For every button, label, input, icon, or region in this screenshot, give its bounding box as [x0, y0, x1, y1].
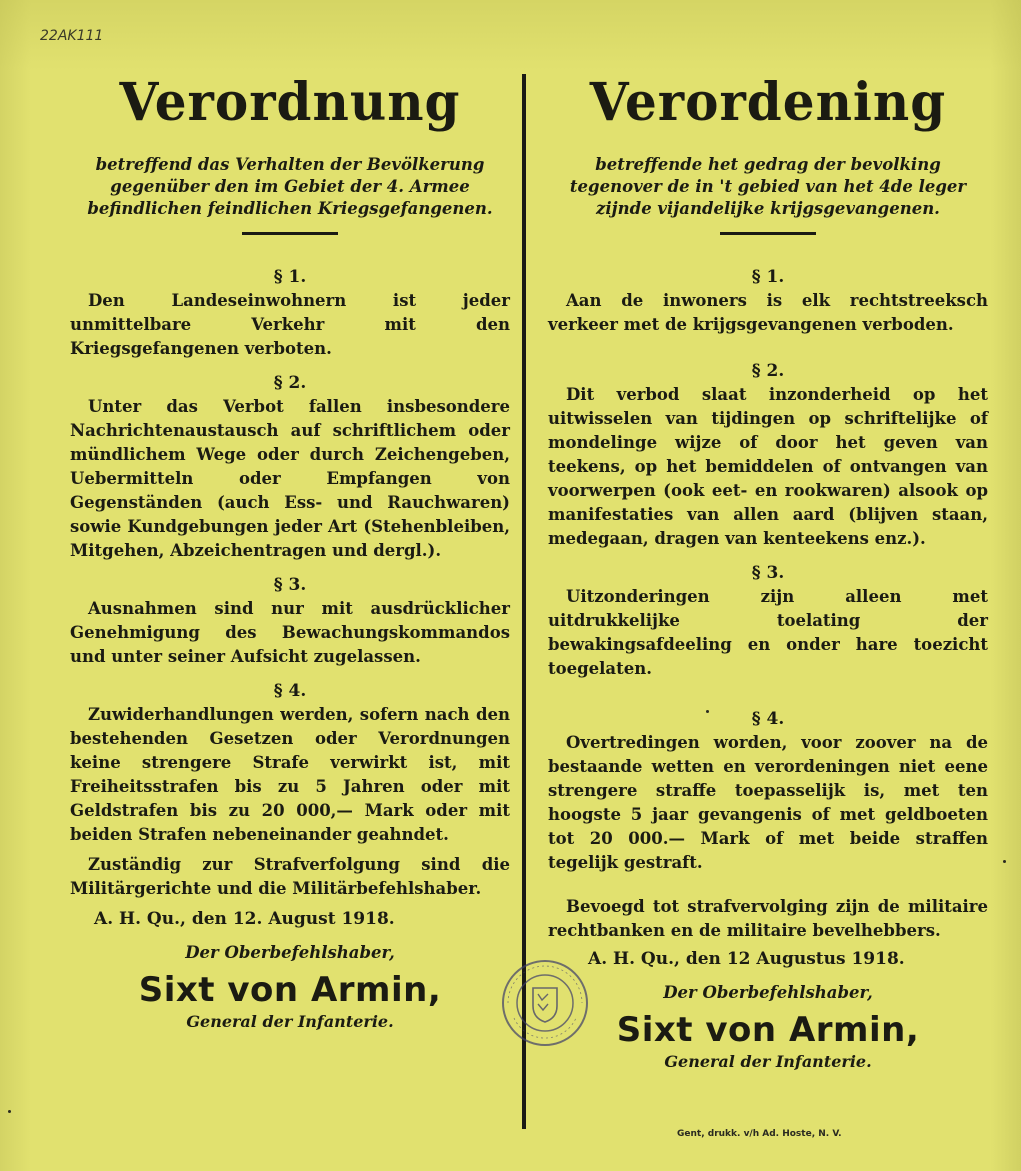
section-text: Dit verbod slaat inzonderheid op het uitwisselen van tijdingen op schriftelijke of mondelinge wijze of door het geven van teekens, op het bemiddelen of ontvangen van voorwerpen (ook eet- en rookwaren) alsook op manifestaties van allen aard (blijven staan, medegaan, dragen van kenteekens enz.). — [548, 385, 988, 548]
german-section-3 — [70, 573, 510, 669]
dutch-section-3 — [548, 561, 988, 681]
dutch-role: Der Oberbefehlshaber, — [663, 983, 873, 1002]
dutch-title-rule — [720, 232, 816, 235]
dutch-subtitle: betreffende het gedrag der bevolking tegenover de in 't gebied van het 4de leger zijnde vijandelijke krijgsgevangenen. — [569, 155, 967, 218]
section-text: Overtredingen worden, voor zoover na de bestaande wetten en verordeningen niet eene strengere straffe toepasselijk is, met ten hoogste 5 jaar gevangenis of met geldboeten tot 20 000.— Mark of met beide straffen tegelijk gestraft. — [548, 733, 988, 872]
german-date: A. H. Qu., den 12. August 1918. — [94, 909, 395, 929]
section-mark: § 4. — [273, 681, 307, 701]
section-mark: § 4. — [751, 709, 785, 729]
paper-spot — [8, 1110, 11, 1113]
section-mark: § 2. — [751, 361, 785, 381]
section-text: Unter das Verbot fallen insbesondere Nachrichtenaustausch auf schriftlichem oder mündlichem Wege oder durch Zeichengeben, Uebermitteln oder Empfangen von Gegenständen (auch Ess- und Rauchwaren) sowie Kundgebungen jeder Art (Stehenbleiben, Mitgehen, Abzeichentragen und dergl.). — [70, 397, 510, 560]
catalog-mark: 22AK111 — [40, 28, 104, 44]
german-section-4 — [70, 679, 510, 847]
german-rank: General der Infanterie. — [186, 1012, 394, 1031]
dutch-section-2 — [548, 359, 988, 551]
section-mark: § 3. — [751, 563, 785, 583]
section-mark: § 1. — [751, 267, 785, 287]
dutch-title: Verordening — [589, 70, 947, 133]
dutch-rank: General der Infanterie. — [664, 1052, 872, 1071]
section-mark: § 2. — [273, 373, 307, 393]
dutch-section-4 — [548, 707, 988, 875]
german-signer: Sixt von Armin, — [138, 970, 442, 1010]
german-jurisdiction: Zuständig zur Strafverfolgung sind die Militärgerichte und die Militärbefehlshaber. — [70, 855, 510, 898]
german-column — [70, 70, 510, 1031]
section-text: Den Landeseinwohnern ist jeder unmittelbare Verkehr mit den Kriegsgefangenen verboten. — [70, 291, 510, 358]
section-text: Zuwiderhandlungen werden, sofern nach den bestehenden Gesetzen oder Verordnungen keine strengere Strafe verwirkt ist, mit Freiheitsstrafen bis zu 5 Jahren oder mit Geldstrafen bis zu 20 000,— Mark oder mit beiden Strafen nebeneinander geahndet. — [70, 705, 510, 844]
german-title: Verordnung — [119, 70, 461, 133]
german-title-rule — [242, 232, 338, 235]
dutch-jurisdiction: Bevoegd tot strafvervolging zijn de militaire rechtbanken en de militaire bevelhebbers. — [548, 897, 988, 940]
german-section-2 — [70, 371, 510, 563]
dutch-signer: Sixt von Armin, — [616, 1010, 920, 1050]
section-mark: § 3. — [273, 575, 307, 595]
library-stamp-seal — [500, 958, 590, 1048]
german-role: Der Oberbefehlshaber, — [185, 943, 395, 962]
dutch-section-1 — [548, 265, 988, 337]
paper-spot — [1003, 860, 1006, 863]
dutch-date: A. H. Qu., den 12 Augustus 1918. — [588, 949, 905, 969]
printer-imprint: Gent, drukk. v/h Ad. Hoste, N. V. — [677, 1129, 842, 1139]
german-section-1 — [70, 265, 510, 361]
section-text: Aan de inwoners is elk rechtstreeksch verkeer met de krijgsgevangenen verboden. — [548, 291, 988, 334]
german-subtitle: betreffend das Verhalten der Bevölkerung gegenüber den im Gebiet der 4. Armee befindlichen feindlichen Kriegsgefangenen. — [87, 155, 493, 218]
dutch-column — [548, 70, 988, 1071]
paper-spot — [706, 710, 709, 713]
section-text: Ausnahmen sind nur mit ausdrücklicher Genehmigung des Bewachungskommandos und unter seiner Aufsicht zugelassen. — [70, 599, 510, 666]
section-text: Uitzonderingen zijn alleen met uitdrukkelijke toelating der bewakingsafdeeling en onder hare toezicht toegelaten. — [548, 587, 988, 678]
section-mark: § 1. — [273, 267, 307, 287]
